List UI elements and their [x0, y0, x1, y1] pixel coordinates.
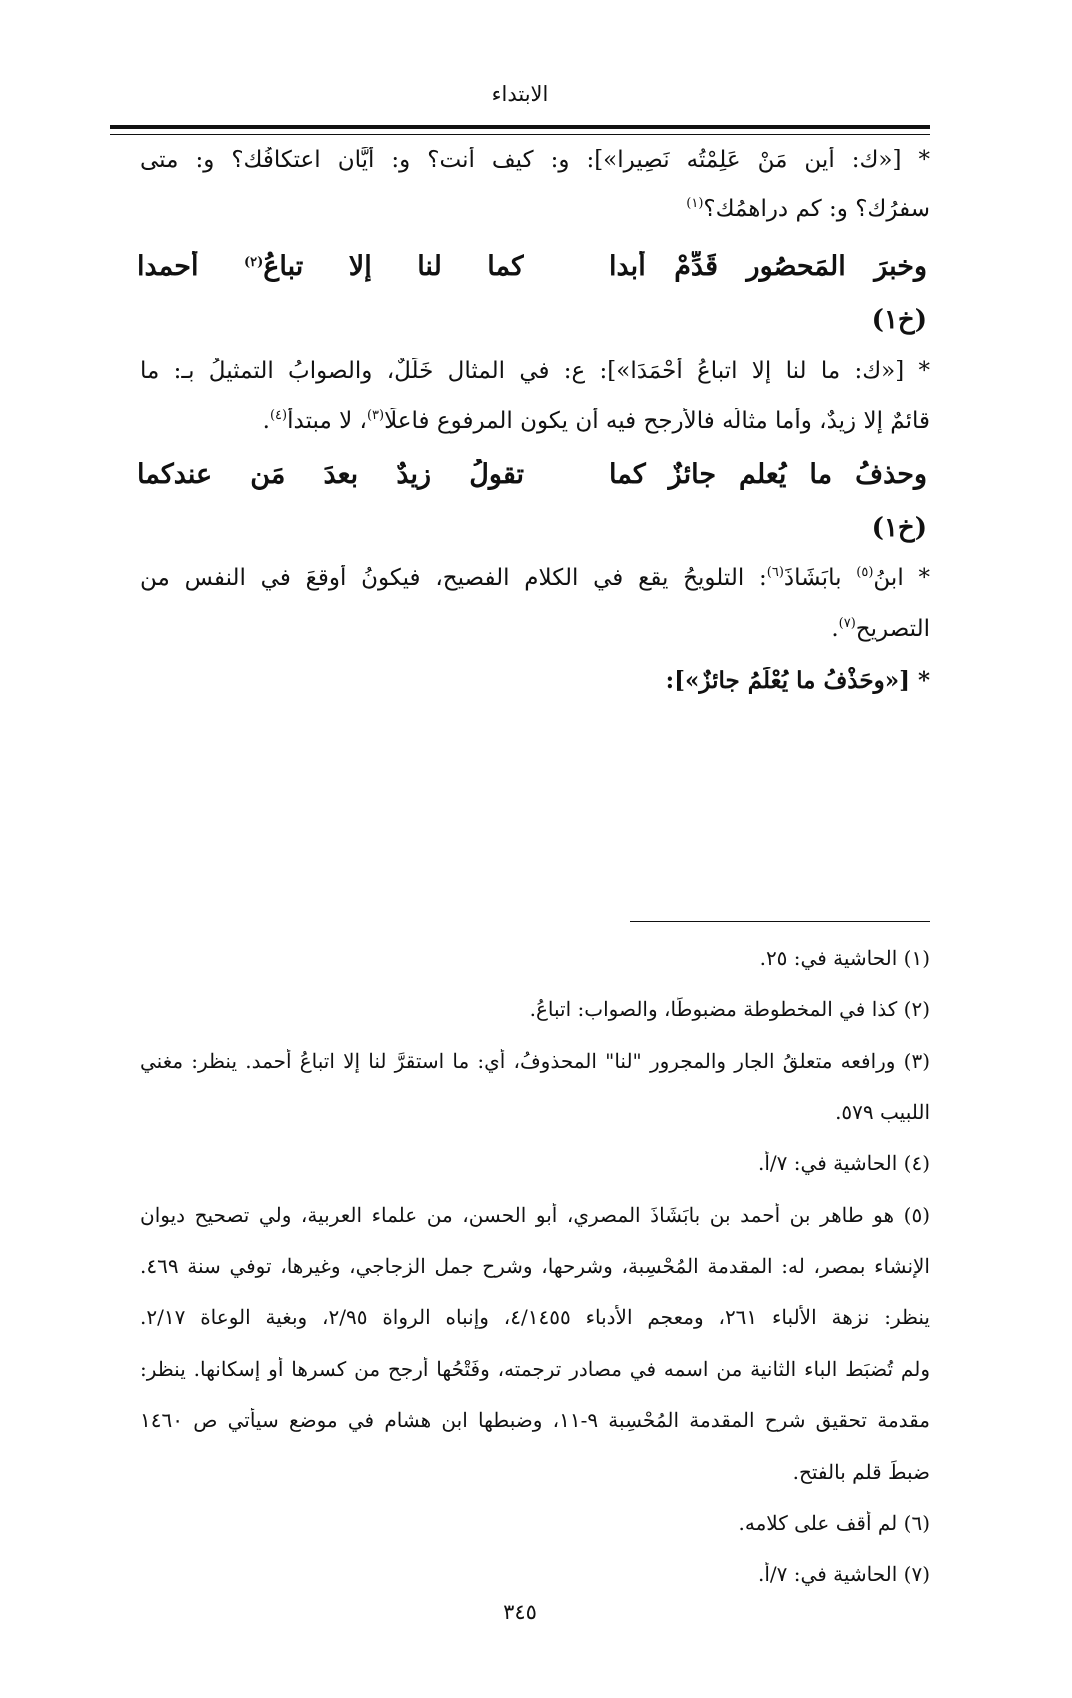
running-header: الابتداء	[491, 82, 549, 106]
footnote-ref-2: (٢)	[243, 255, 264, 270]
footnote-ref-6: (٦)	[766, 565, 784, 580]
verse-1-hemistich-left	[137, 251, 524, 282]
paragraph-2-line-2-b: ، لا مبتدأً	[287, 408, 367, 434]
paragraph-3-line-1-b: بابَشَاذَ	[783, 565, 857, 591]
footnote-7: (٧) الحاشية في: ٧/أ.	[758, 1562, 930, 1586]
verse-1-hemistich-left-b: أحمدا	[137, 251, 244, 282]
verse-1	[137, 251, 927, 301]
header-rule-thin	[110, 134, 930, 135]
paragraph-2-line-2-a: قائمٌ إلا زيدٌ، وأما مثالُه فالأرجح فيه أن يكون المرفوع فاعلًا	[384, 408, 930, 434]
footnote-ref-7: (٧)	[838, 616, 856, 631]
verse-1-hemistich-right: وخبرَ المَحصُور قَدِّمْ أَبدا	[609, 251, 927, 282]
footnote-rule	[630, 921, 930, 922]
footnote-ref-1: (١)	[686, 196, 704, 211]
paragraph-3-line-2	[140, 616, 930, 642]
verse-1-hemistich-left-a: كما لنا إلا تباعُ	[263, 251, 524, 282]
header-rule-thick	[110, 125, 930, 129]
verse-2-hemistich-right: وحذفُ ما يُعلم جائزٌ كما	[609, 459, 927, 490]
paragraph-3-line-2-text: التصريح	[855, 616, 930, 642]
verse-2	[137, 459, 927, 509]
footnote-6: (٦) لم أقف على كلامه.	[738, 1511, 930, 1535]
paragraph-1-line-1: * [«ك: أين مَنْ عَلِمْتُه نَصِيرا»]: و: كيف أنت؟ و: أيَّان اعتكافُك؟ و: متى	[140, 147, 930, 173]
page-number: ٣٤٥	[503, 1600, 537, 1624]
footnote-5-line-6: ضبطَ قلمٍ بالفتح.	[792, 1460, 930, 1484]
verse-2-hemistich-left: تقولُ زيدٌ بعدَ مَن عندكما	[137, 459, 524, 490]
footnote-5-line-1: (٥) هو طاهر بن أحمد بن بابَشَاذَ المصري، أبو الحسن، من علماء العربية، ولي تصحيح ديوان	[140, 1203, 930, 1227]
footnote-ref-3: (٣)	[366, 408, 385, 423]
paragraph-2-line-2	[140, 408, 930, 434]
footnote-4: (٤) الحاشية في: ٧/أ.	[758, 1151, 930, 1175]
paragraph-3-line-2-end: .	[831, 616, 839, 642]
paragraph-2-line-1: * [«ك: ما لنا إلا اتباعُ أَحْمَدَا»]: ع: في المثال خَلَلٌ، والصوابُ التمثيلُ بـ: ما	[140, 358, 930, 384]
paragraph-3-line-1-c: : التلويحُ يقع في الكلام الفصيحِ، فيكونُ أوقعَ في النفس من	[140, 565, 767, 591]
footnote-ref-4: (٤)	[269, 408, 288, 423]
footnote-1: (١) الحاشية في: ٢٥.	[759, 946, 930, 970]
footnote-5-line-4: ولم تُضبَط الباء الثانية من اسمه في مصادر ترجمته، وفَتْحُها أرجح من كسرها أو إسكانها. ينظر:	[140, 1357, 930, 1381]
paragraph-4-line-1: * [«وحَذْفُ ما يُعْلَمُ جائزٌ»]:	[665, 667, 930, 694]
verse-2-code: (خ١)	[871, 513, 927, 543]
paragraph-3-line-1	[140, 565, 930, 591]
verse-1-code: (خ١)	[871, 305, 927, 335]
footnote-5-line-5: مقدمة تحقيق شرح المقدمة المُحْسِبة ٩-١١، وضبطها ابن هشام في موضع سيأتي ص ١٤٦٠	[140, 1408, 930, 1432]
footnote-3-line-1: (٣) ورافعه متعلقُ الجار والمجرور "لنا" المحذوفُ، أي: ما استقرَّ لنا إلا اتباعُ أحمد. ينظر: مغني	[140, 1049, 930, 1073]
paragraph-1-line-2	[140, 196, 930, 222]
paragraph-2-line-2-c: .	[262, 408, 270, 434]
paragraph-1-line-2-text: سفرُك؟ و: كم دراهمُك؟	[703, 196, 930, 222]
footnote-5-line-2: الإنشاء بمصر، له: المقدمة المُحْسِبة، وشرحها، وشرح جمل الزجاجي، وغيرها، توفي سنة ٤٦٩.	[140, 1254, 930, 1278]
footnote-5-line-3: ينظر: نزهة الألباء ٢٦١، ومعجم الأدباء ٤/١٤٥٥، وإنباه الرواة ٢/٩٥، وبغية الوعاة ٢/١٧.	[140, 1305, 930, 1329]
paragraph-3-line-1-a: * ابنُ	[873, 565, 930, 591]
footnote-ref-5: (٥)	[856, 565, 874, 580]
footnote-2: (٢) كذا في المخطوطة مضبوطًا، والصواب: اتباعُ.	[529, 997, 930, 1021]
footnote-3-line-2: اللبيب ٥٧٩.	[835, 1100, 930, 1124]
